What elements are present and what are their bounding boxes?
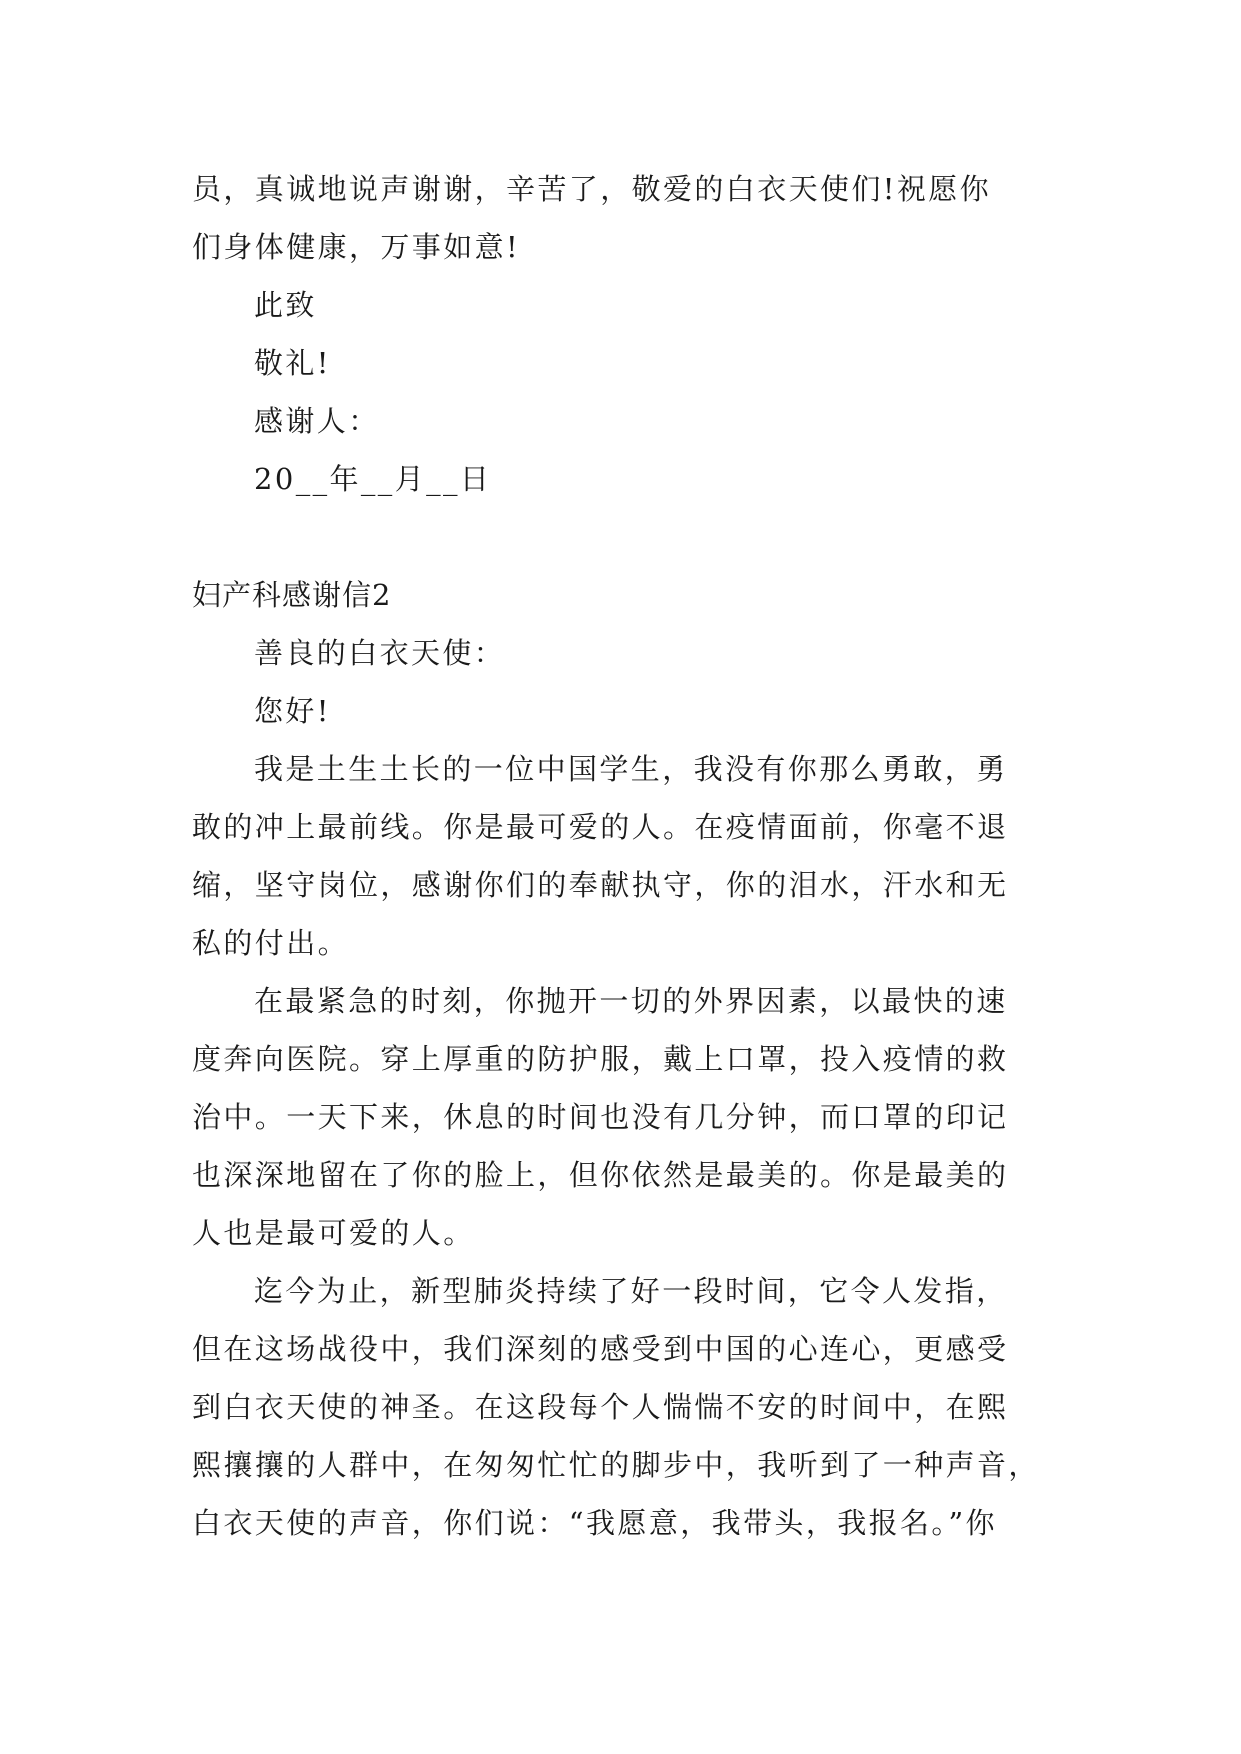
paragraph xyxy=(192,1262,1058,1552)
paragraph-line: 们身体健康，万事如意! xyxy=(192,230,521,264)
paragraph-line: 度奔向医院。穿上厚重的防护服，戴上口罩，投入疫情的救 xyxy=(192,1042,1009,1076)
greeting: 您好! xyxy=(254,694,331,728)
signer-label: 感谢人： xyxy=(254,404,380,438)
closing-salutation: 此致 xyxy=(254,288,317,322)
paragraph-line: 到白衣天使的神圣。在这段每个人惴惴不安的时间中，在熙 xyxy=(192,1390,1009,1424)
paragraph-line: 治中。一天下来，休息的时间也没有几分钟，而口罩的印记 xyxy=(192,1100,1009,1134)
paragraph-line: 员，真诚地说声谢谢，辛苦了，敬爱的白衣天使们!祝愿你 xyxy=(192,172,992,206)
salutation: 善良的白衣天使： xyxy=(254,636,506,670)
paragraph-line: 我是土生土长的一位中国学生，我没有你那么勇敢，勇 xyxy=(254,752,1008,786)
section-gap xyxy=(192,508,1058,566)
document-body xyxy=(192,160,1058,1552)
letter2 xyxy=(192,566,1058,1552)
letter-title: 妇产科感谢信2 xyxy=(192,578,392,612)
paragraph xyxy=(192,740,1058,972)
paragraph-line: 私的付出。 xyxy=(192,926,350,960)
paragraph-line: 熙攘攘的人群中，在匆匆忙忙的脚步中，我听到了一种声音， xyxy=(192,1448,1040,1482)
paragraph-line: 缩，坚守岗位，感谢你们的奉献执守，你的泪水，汗水和无 xyxy=(192,868,1009,902)
paragraph-line: 人也是最可爱的人。 xyxy=(192,1216,475,1250)
closing-regards: 敬礼! xyxy=(254,346,331,380)
paragraph-line: 白衣天使的声音，你们说：“我愿意，我带头，我报名。”你 xyxy=(192,1506,997,1540)
letter1-ending xyxy=(192,160,1058,508)
paragraph xyxy=(192,972,1058,1262)
paragraph-line: 敢的冲上最前线。你是最可爱的人。在疫情面前，你毫不退 xyxy=(192,810,1009,844)
date-line: 20__年__月__日 xyxy=(254,462,492,496)
paragraph-line: 但在这场战役中，我们深刻的感受到中国的心连心，更感受 xyxy=(192,1332,1009,1366)
paragraph-line: 也深深地留在了你的脸上，但你依然是最美的。你是最美的 xyxy=(192,1158,1009,1192)
paragraph-line: 在最紧急的时刻，你抛开一切的外界因素，以最快的速 xyxy=(254,984,1008,1018)
paragraph-line: 迄今为止，新型肺炎持续了好一段时间，它令人发指， xyxy=(254,1274,1008,1308)
